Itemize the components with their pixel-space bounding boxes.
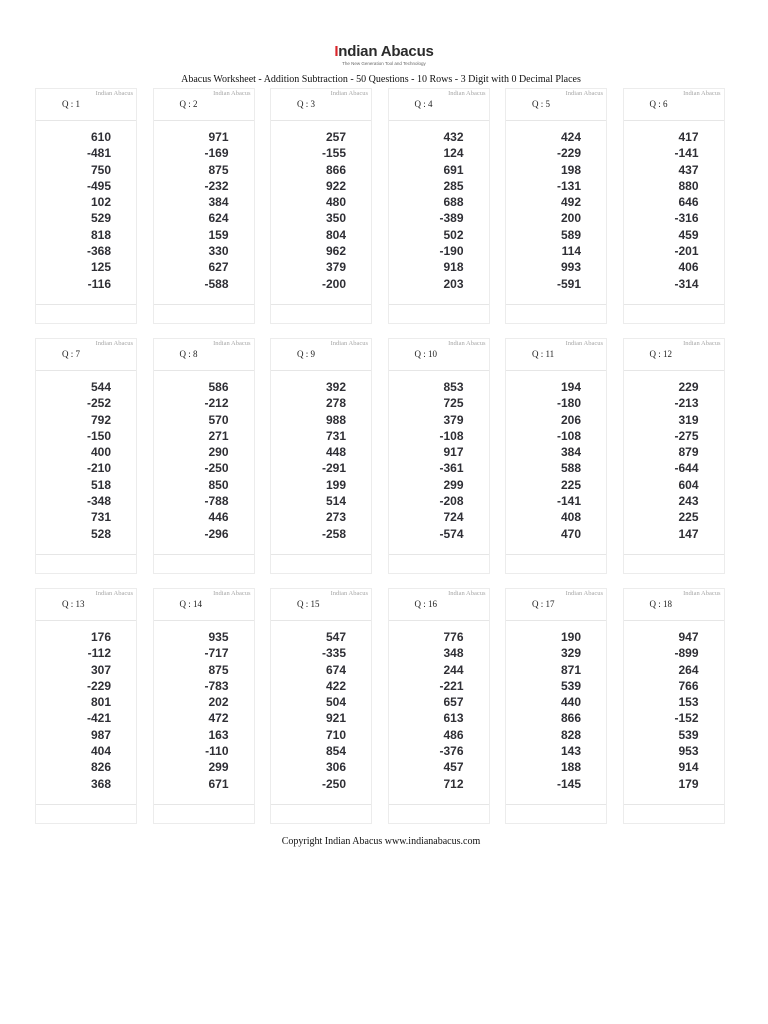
question-number: 529 <box>90 211 111 226</box>
question-number: 307 <box>90 662 111 677</box>
card-divider <box>36 370 136 371</box>
question-number: -108 <box>439 428 464 443</box>
question-number: 273 <box>325 510 346 525</box>
question-number: 804 <box>325 227 346 242</box>
question-card <box>35 588 137 824</box>
question-number: 504 <box>325 695 346 710</box>
question-number: -110 <box>205 744 229 759</box>
question-number: 544 <box>90 380 111 394</box>
question-number: -131 <box>556 178 581 193</box>
number-column <box>154 129 229 292</box>
question-number: 147 <box>678 526 699 541</box>
question-number: -495 <box>86 178 111 193</box>
question-number: 306 <box>325 760 346 775</box>
card-divider <box>389 120 489 121</box>
question-number: -788 <box>204 494 229 509</box>
question-number: 875 <box>208 662 229 677</box>
question-number: 125 <box>90 260 111 275</box>
card-watermark: Indian Abacus <box>95 90 133 97</box>
question-card <box>153 588 255 824</box>
copyright: Copyright Indian Abacus www.indianabacus.com <box>281 836 481 847</box>
question-number: 731 <box>325 428 346 443</box>
question-number: 424 <box>560 130 581 144</box>
question-number: 379 <box>443 412 464 427</box>
question-number: 159 <box>208 227 229 242</box>
question-number: -145 <box>556 776 581 791</box>
question-number: 850 <box>208 477 229 492</box>
question-number: -200 <box>321 276 346 291</box>
question-number: 710 <box>325 727 346 742</box>
question-card <box>35 88 137 324</box>
card-watermark: Indian Abacus <box>448 340 486 347</box>
question-number: 290 <box>208 445 229 460</box>
question-number: -376 <box>439 744 464 759</box>
question-number: -899 <box>674 646 699 661</box>
question-number: 440 <box>560 695 581 710</box>
card-divider <box>389 370 489 371</box>
question-number: 731 <box>90 510 111 525</box>
question-label: Q : 8 <box>179 349 198 359</box>
question-number: 457 <box>443 760 464 775</box>
question-card <box>623 88 725 324</box>
worksheet-title: Abacus Worksheet - Addition Subtraction - 50 Questions - 10 Rows - 3 Digit with 0 Decimal Places <box>181 74 581 85</box>
question-number: 350 <box>325 211 346 226</box>
question-number: -389 <box>439 211 464 226</box>
question-number: 691 <box>443 162 464 177</box>
question-number: 422 <box>325 678 346 693</box>
question-number: -481 <box>86 146 111 161</box>
question-number: 384 <box>208 195 229 210</box>
card-divider <box>506 370 606 371</box>
question-number: 244 <box>443 662 464 677</box>
question-label: Q : 2 <box>179 99 198 109</box>
question-label: Q : 13 <box>62 599 85 609</box>
logo-tagline: The New Generation Tool and Technology <box>342 61 426 66</box>
question-number: 486 <box>443 727 464 742</box>
question-number: -335 <box>321 646 346 661</box>
question-number: 225 <box>560 477 581 492</box>
card-divider <box>271 370 371 371</box>
question-card <box>153 338 255 574</box>
question-number: 368 <box>90 776 111 791</box>
question-number: -361 <box>439 461 464 476</box>
question-card <box>388 338 490 574</box>
question-grid <box>35 88 747 828</box>
answer-divider <box>154 304 254 305</box>
card-watermark: Indian Abacus <box>565 590 603 597</box>
question-number: -291 <box>321 461 346 476</box>
card-divider <box>389 620 489 621</box>
question-number: -213 <box>674 396 699 411</box>
card-divider <box>624 620 724 621</box>
question-card <box>388 88 490 324</box>
question-number: 854 <box>325 744 346 759</box>
card-watermark: Indian Abacus <box>448 90 486 97</box>
question-number: 285 <box>443 178 464 193</box>
question-number: 379 <box>325 260 346 275</box>
question-label: Q : 9 <box>297 349 315 359</box>
question-number: 866 <box>560 711 581 726</box>
question-number: 586 <box>208 380 229 394</box>
question-number: 188 <box>560 760 581 775</box>
answer-divider <box>154 804 254 805</box>
question-number: -208 <box>439 494 464 509</box>
question-number: 613 <box>443 711 464 726</box>
question-number: 993 <box>560 260 581 275</box>
question-number: 199 <box>325 477 346 492</box>
question-label: Q : 11 <box>532 349 555 359</box>
question-number: 547 <box>325 630 346 644</box>
question-number: 646 <box>678 195 699 210</box>
card-watermark: Indian Abacus <box>213 590 251 597</box>
question-number: 432 <box>443 130 464 144</box>
question-number: -250 <box>321 776 346 791</box>
number-column <box>506 629 581 792</box>
question-number: -717 <box>204 646 229 661</box>
question-number: 818 <box>90 227 111 242</box>
card-watermark: Indian Abacus <box>565 340 603 347</box>
question-number: 202 <box>208 695 229 710</box>
question-number: 671 <box>208 776 229 791</box>
question-number: 988 <box>325 412 346 427</box>
answer-divider <box>36 554 136 555</box>
question-number: 871 <box>560 662 581 677</box>
answer-divider <box>389 804 489 805</box>
card-watermark: Indian Abacus <box>448 590 486 597</box>
question-number: 329 <box>560 646 581 661</box>
question-number: 459 <box>678 227 699 242</box>
card-divider <box>154 620 254 621</box>
question-number: 384 <box>560 445 581 460</box>
number-column <box>271 379 346 542</box>
question-number: 124 <box>443 146 464 161</box>
card-divider <box>36 120 136 121</box>
question-number: 624 <box>208 211 229 226</box>
question-number: -169 <box>204 146 229 161</box>
question-label: Q : 1 <box>62 99 80 109</box>
question-number: 179 <box>678 776 699 791</box>
number-column <box>271 129 346 292</box>
question-number: 400 <box>90 445 111 460</box>
question-label: Q : 17 <box>532 599 555 609</box>
question-number: -141 <box>674 146 699 161</box>
question-number: 198 <box>560 162 581 177</box>
question-label: Q : 10 <box>414 349 437 359</box>
question-number: 539 <box>560 678 581 693</box>
number-column <box>36 129 111 292</box>
card-watermark: Indian Abacus <box>330 590 368 597</box>
question-label: Q : 18 <box>649 599 672 609</box>
answer-divider <box>271 554 371 555</box>
number-column <box>154 629 229 792</box>
question-number: 528 <box>90 526 111 541</box>
card-divider <box>624 120 724 121</box>
question-number: 190 <box>560 630 581 644</box>
question-number: 792 <box>90 412 111 427</box>
question-card <box>270 338 372 574</box>
question-number: -588 <box>204 276 229 291</box>
card-divider <box>154 370 254 371</box>
question-number: 514 <box>325 494 346 509</box>
answer-divider <box>506 554 606 555</box>
question-number: -201 <box>674 244 699 259</box>
question-label: Q : 5 <box>532 99 550 109</box>
question-label: Q : 15 <box>297 599 320 609</box>
answer-divider <box>36 804 136 805</box>
question-number: 518 <box>90 477 111 492</box>
question-number: -229 <box>556 146 581 161</box>
question-number: 200 <box>560 211 581 226</box>
question-card <box>270 88 372 324</box>
question-number: -314 <box>674 276 699 291</box>
question-card <box>623 338 725 574</box>
question-number: -348 <box>86 494 111 509</box>
question-label: Q : 14 <box>179 599 202 609</box>
question-number: -368 <box>86 244 111 259</box>
question-number: 194 <box>560 380 581 394</box>
question-number: 257 <box>325 130 346 144</box>
answer-divider <box>389 304 489 305</box>
question-number: 417 <box>678 130 699 144</box>
answer-divider <box>389 554 489 555</box>
question-card <box>505 588 607 824</box>
question-number: -252 <box>86 396 111 411</box>
question-number: -150 <box>86 428 111 443</box>
question-number: 408 <box>560 510 581 525</box>
card-divider <box>36 620 136 621</box>
answer-divider <box>506 804 606 805</box>
card-watermark: Indian Abacus <box>95 340 133 347</box>
question-number: 971 <box>208 130 229 144</box>
question-number: 688 <box>443 195 464 210</box>
number-column <box>624 129 699 292</box>
question-number: -275 <box>674 428 699 443</box>
question-number: -296 <box>204 526 229 541</box>
question-number: -258 <box>321 526 346 541</box>
question-number: -212 <box>204 396 229 411</box>
question-label: Q : 6 <box>649 99 668 109</box>
question-number: -141 <box>556 494 581 509</box>
question-number: 921 <box>325 711 346 726</box>
number-column <box>389 129 464 292</box>
card-divider <box>624 370 724 371</box>
card-watermark: Indian Abacus <box>95 590 133 597</box>
question-number: 392 <box>325 380 346 394</box>
card-watermark: Indian Abacus <box>683 590 721 597</box>
answer-divider <box>271 304 371 305</box>
card-divider <box>271 120 371 121</box>
card-watermark: Indian Abacus <box>683 90 721 97</box>
logo-rest: ndian Abacus <box>338 43 434 60</box>
question-number: 657 <box>443 695 464 710</box>
question-label: Q : 4 <box>414 99 433 109</box>
question-number: -644 <box>674 461 699 476</box>
question-number: 962 <box>325 244 346 259</box>
question-number: 203 <box>443 276 464 291</box>
question-number: -180 <box>556 396 581 411</box>
question-card <box>388 588 490 824</box>
question-number: -155 <box>321 146 346 161</box>
card-divider <box>506 120 606 121</box>
number-column <box>506 129 581 292</box>
question-number: -190 <box>439 244 464 259</box>
question-number: 828 <box>560 727 581 742</box>
question-number: 448 <box>325 445 346 460</box>
question-number: -232 <box>204 178 229 193</box>
answer-divider <box>624 804 724 805</box>
question-number: 206 <box>560 412 581 427</box>
question-number: 826 <box>90 760 111 775</box>
question-number: 589 <box>560 227 581 242</box>
answer-divider <box>624 554 724 555</box>
question-number: 604 <box>678 477 699 492</box>
question-number: 229 <box>678 380 699 394</box>
question-number: -229 <box>86 678 111 693</box>
question-number: 330 <box>208 244 229 259</box>
question-label: Q : 3 <box>297 99 315 109</box>
question-number: -250 <box>204 461 229 476</box>
question-number: 879 <box>678 445 699 460</box>
number-column <box>271 629 346 792</box>
number-column <box>624 379 699 542</box>
question-number: 176 <box>90 630 111 644</box>
answer-divider <box>506 304 606 305</box>
number-column <box>506 379 581 542</box>
question-number: 875 <box>208 162 229 177</box>
question-number: -108 <box>556 428 581 443</box>
question-card <box>35 338 137 574</box>
question-number: 470 <box>560 526 581 541</box>
question-card <box>270 588 372 824</box>
question-number: 953 <box>678 744 699 759</box>
logo <box>0 44 768 67</box>
question-number: 404 <box>90 744 111 759</box>
question-label: Q : 16 <box>414 599 437 609</box>
question-number: 724 <box>443 510 464 525</box>
question-number: -210 <box>86 461 111 476</box>
answer-divider <box>154 554 254 555</box>
question-number: 472 <box>208 711 229 726</box>
question-number: 480 <box>325 195 346 210</box>
question-number: -574 <box>439 526 464 541</box>
card-divider <box>506 620 606 621</box>
question-number: 570 <box>208 412 229 427</box>
question-number: 539 <box>678 727 699 742</box>
question-number: 801 <box>90 695 111 710</box>
question-number: 114 <box>561 244 581 259</box>
question-number: 947 <box>678 630 699 644</box>
logo-first-letter: I <box>334 43 339 60</box>
number-column <box>36 379 111 542</box>
question-number: 348 <box>443 646 464 661</box>
question-number: 243 <box>678 494 699 509</box>
answer-divider <box>271 804 371 805</box>
question-number: 918 <box>443 260 464 275</box>
question-number: 866 <box>325 162 346 177</box>
card-divider <box>271 620 371 621</box>
card-divider <box>154 120 254 121</box>
question-number: 853 <box>443 380 464 394</box>
question-number: 750 <box>90 162 111 177</box>
question-number: 406 <box>678 260 699 275</box>
question-number: 163 <box>208 727 229 742</box>
answer-divider <box>624 304 724 305</box>
question-card <box>505 88 607 324</box>
question-number: 610 <box>90 130 111 144</box>
question-number: 319 <box>678 412 699 427</box>
logo-wordmark <box>0 44 768 60</box>
question-number: -783 <box>204 678 229 693</box>
question-number: 437 <box>678 162 699 177</box>
question-number: 725 <box>443 396 464 411</box>
card-watermark: Indian Abacus <box>330 340 368 347</box>
card-watermark: Indian Abacus <box>213 340 251 347</box>
question-label: Q : 12 <box>649 349 672 359</box>
question-number: 935 <box>208 630 229 644</box>
question-number: 225 <box>678 510 699 525</box>
question-number: 278 <box>325 396 346 411</box>
question-number: -152 <box>674 711 699 726</box>
question-label: Q : 7 <box>62 349 80 359</box>
question-number: 917 <box>443 445 464 460</box>
question-number: -591 <box>556 276 581 291</box>
question-number: 776 <box>443 630 464 644</box>
question-number: 446 <box>208 510 229 525</box>
question-number: 102 <box>90 195 111 210</box>
question-number: -116 <box>87 276 111 291</box>
number-column <box>624 629 699 792</box>
number-column <box>389 629 464 792</box>
card-watermark: Indian Abacus <box>330 90 368 97</box>
number-column <box>154 379 229 542</box>
question-number: 502 <box>443 227 464 242</box>
card-watermark: Indian Abacus <box>565 90 603 97</box>
question-number: 299 <box>443 477 464 492</box>
question-number: 492 <box>560 195 581 210</box>
number-column <box>389 379 464 542</box>
question-number: 914 <box>678 760 699 775</box>
question-number: 712 <box>443 776 464 791</box>
question-number: 153 <box>678 695 699 710</box>
question-card <box>623 588 725 824</box>
question-number: -421 <box>86 711 111 726</box>
question-number: -112 <box>87 646 111 661</box>
question-number: 880 <box>678 178 699 193</box>
question-number: 299 <box>208 760 229 775</box>
question-number: 987 <box>90 727 111 742</box>
question-card <box>505 338 607 574</box>
card-watermark: Indian Abacus <box>683 340 721 347</box>
question-number: 674 <box>325 662 346 677</box>
question-number: 143 <box>560 744 581 759</box>
question-number: 588 <box>560 461 581 476</box>
number-column <box>36 629 111 792</box>
answer-divider <box>36 304 136 305</box>
question-number: 264 <box>678 662 699 677</box>
card-watermark: Indian Abacus <box>213 90 251 97</box>
question-number: -221 <box>439 678 464 693</box>
question-card <box>153 88 255 324</box>
question-number: 922 <box>325 178 346 193</box>
question-number: 766 <box>678 678 699 693</box>
question-number: 627 <box>208 260 229 275</box>
question-number: 271 <box>208 428 229 443</box>
question-number: -316 <box>674 211 699 226</box>
